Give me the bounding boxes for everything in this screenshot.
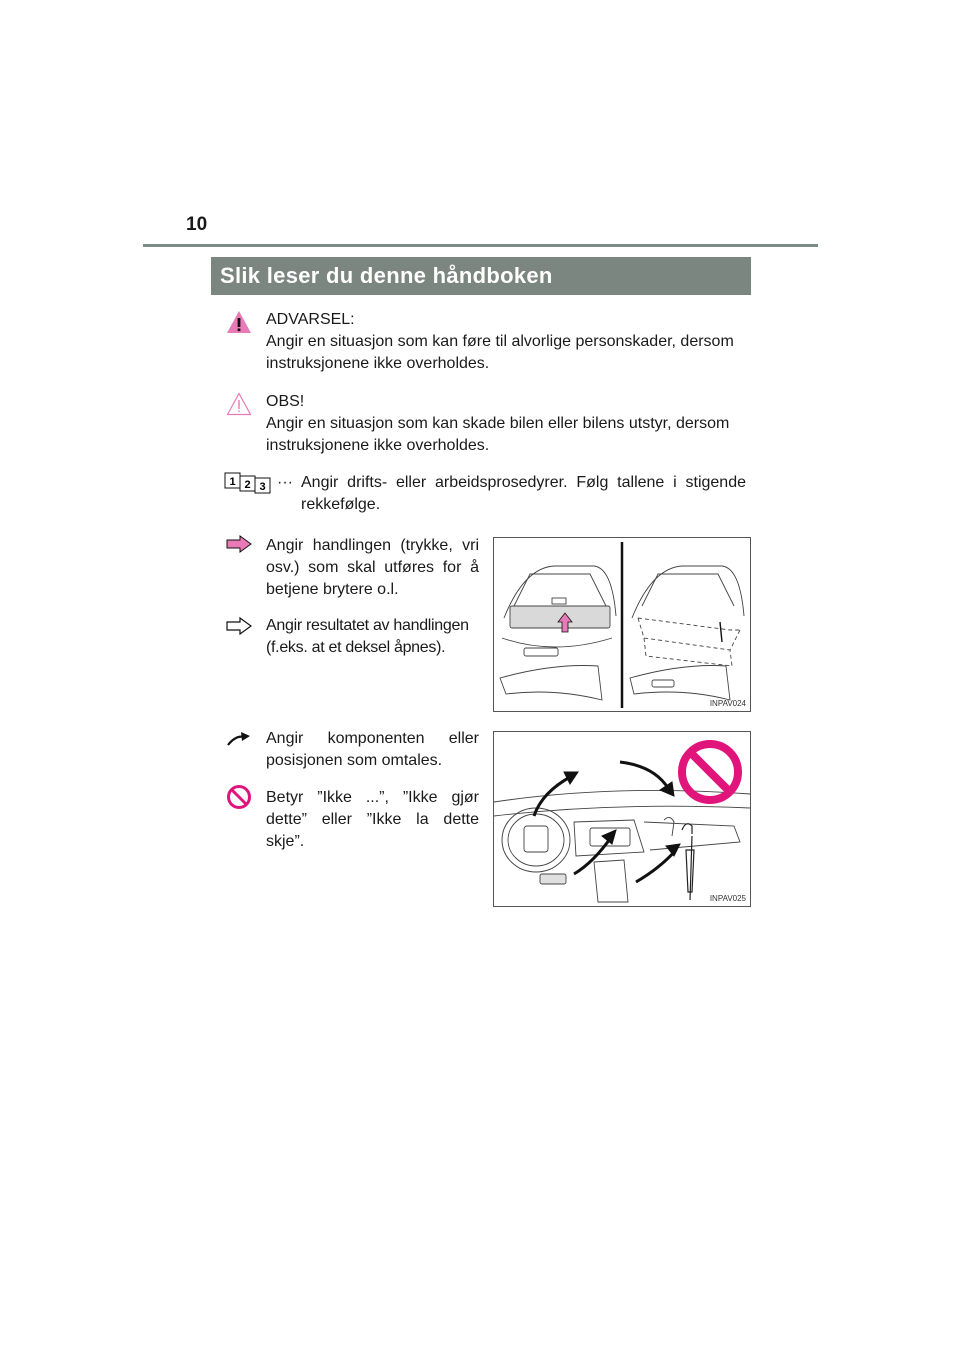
dashboard-figure <box>493 731 751 907</box>
step-number-3: 3 <box>259 481 266 493</box>
action-text: Angir handlingen (trykke, vri osv.) som skal utføres for å betjene brytere o.l. <box>266 537 479 598</box>
warning-triangle-filled-icon <box>226 310 252 334</box>
dashboard-illustration <box>494 732 750 906</box>
step-number-1: 1 <box>229 476 236 488</box>
figure-label-2: INPAV025 <box>709 894 746 903</box>
action-arrow-icon <box>226 535 252 553</box>
step-number-2: 2 <box>244 479 251 491</box>
pointer-arrow-icon <box>226 731 252 747</box>
caution-title: OBS! <box>266 393 305 410</box>
step-dots: ··· <box>277 474 293 491</box>
warning-title: ADVARSEL: <box>266 311 355 328</box>
result-arrow-icon <box>226 617 252 635</box>
umbrella-illustration <box>682 824 694 900</box>
caution-text: Angir en situasjon som kan skade bilen eller bilens utstyr, dersom instruksjonene ikke overholdes. <box>266 415 730 454</box>
overhead-console-figure <box>493 537 751 712</box>
console-open <box>630 566 744 700</box>
figure-label-1: INPAV024 <box>709 699 746 708</box>
header-rule <box>143 244 818 247</box>
result-text: Angir resultatet av handlingen (f.eks. at et deksel åpnes). <box>266 617 469 656</box>
prohibition-icon <box>226 784 252 810</box>
pointer-text: Angir komponenten eller posisjonen som omtales. <box>266 730 479 769</box>
page-number: 10 <box>186 214 208 235</box>
section-title: Slik leser du denne håndboken <box>211 257 751 295</box>
step-text: Angir drifts- eller arbeidsprosedyrer. Følg tallene i stigende rekkefølge. <box>301 474 746 513</box>
overhead-console-illustration <box>494 538 750 711</box>
warning-text: Angir en situasjon som kan føre til alvorlige personskader, dersom instruksjonene ikke overholdes. <box>266 333 734 372</box>
step-numbers-icon <box>224 472 274 494</box>
caution-triangle-outline-icon <box>226 392 252 416</box>
prohibition-text: Betyr ”Ikke ...”, ”Ikke gjør dette” eller ”Ikke la dette skje”. <box>266 789 479 850</box>
console-closed <box>500 566 616 700</box>
